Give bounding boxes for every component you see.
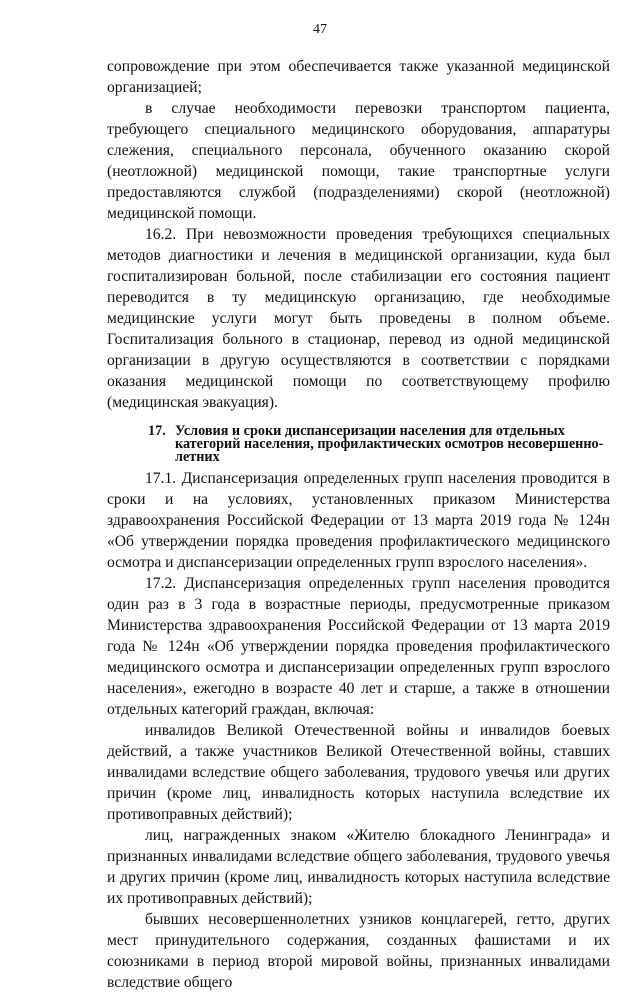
paragraph: 17.1. Диспансеризация определенных групп населения проводится в сроки и на условиях, установленных приказом Министерства здравоохранения Российской Федерации от 13 марта 2019 года № 124н «Об утверждении порядка проведения профилактического медицинского осмотра и диспансеризации определенных групп взрослого населения». xyxy=(107,469,610,571)
section-heading xyxy=(107,425,610,465)
paragraph: в случае необходимости перевозки транспортом пациента, требующего специального медицинского оборудования, аппаратуры слежения, специального персонала, обученного оказанию скорой (неотложной) медицинской помощи, такие транспортные услуги предоставляются службой (подразделениями) скорой (неотложной) медицинской помощи. xyxy=(107,100,610,222)
paragraph: 17.2. Диспансеризация определенных групп населения проводится один раз в 3 года в возрастные периоды, предусмотренные приказом Министерства здравоохранения Российской Федерации от 13 марта 2019 года № 124н «Об утверждении порядка проведения профилактического медицинского осмотра и диспансеризации определенных групп взрослого населения», ежегодно в возрасте 40 лет и старше, а также в отношении отдельных категорий граждан, включая: xyxy=(107,574,610,718)
paragraph: инвалидов Великой Отечественной войны и инвалидов боевых действий, а также участников Великой Отечественной войны, ставших инвалидами вследствие общего заболевания, трудового увечья или других причин (кроме лиц, инвалидность которых наступила вследствие их противоправных действий); xyxy=(107,721,610,823)
section-title: Условия и сроки диспансеризации населения для отдельных категорий населения, профилактических осмотров несовершенно-летних xyxy=(175,423,604,466)
paragraph: сопровождение при этом обеспечивается также указанной медицинской организацией; xyxy=(107,58,610,96)
section-number: 17. xyxy=(148,423,166,439)
paragraph: бывших несовершеннолетних узников концлагерей, гетто, других мест принудительного содержания, созданных фашистами и их союзниками в период второй мировой войны, признанных инвалидами вследствие общего xyxy=(107,910,610,991)
page-number: 47 xyxy=(313,22,327,37)
paragraph: 16.2. При невозможности проведения требующихся специальных методов диагностики и лечения в медицинской организации, куда был госпитализирован больной, после стабилизации его состояния пациент переводится в ту медицинскую организацию, где необходимые медицинские услуги могут быть проведены в полном объеме. Госпитализация больного в стационар, перевод из одной медицинской организации в другую осуществляются в соответствии с порядками оказания медицинской помощи по соответствующему профилю (медицинская эвакуация). xyxy=(107,226,610,411)
document-body xyxy=(107,56,610,993)
paragraph: лиц, награжденных знаком «Жителю блокадного Ленинграда» и признанных инвалидами вследствие общего заболевания, трудового увечья и других причин (кроме лиц, инвалидность которых наступила вследствие их противоправных действий); xyxy=(107,826,610,907)
